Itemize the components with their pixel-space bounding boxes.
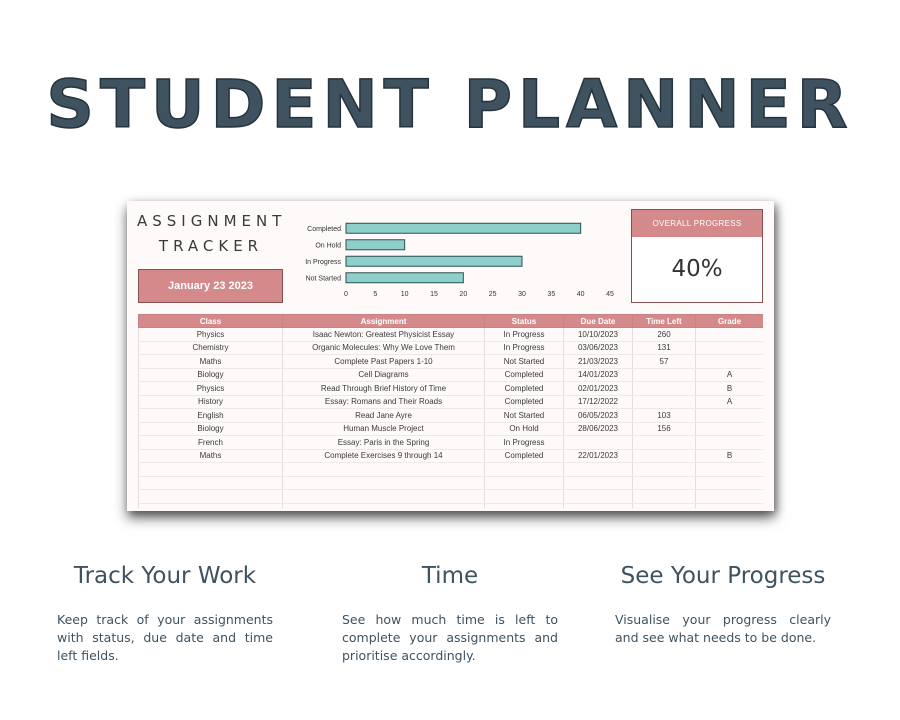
table-cell[interactable] bbox=[633, 382, 696, 396]
table-cell[interactable]: History bbox=[139, 395, 283, 409]
feature-track-your-work bbox=[57, 563, 273, 665]
table-cell[interactable]: 10/10/2023 bbox=[564, 328, 633, 342]
assignments-table-container bbox=[138, 314, 763, 508]
table-cell[interactable]: Not Started bbox=[485, 355, 564, 369]
table-cell[interactable]: Organic Molecules: Why We Love Them bbox=[283, 341, 485, 355]
table-cell[interactable]: Biology bbox=[139, 422, 283, 436]
x-tick-label: 10 bbox=[400, 291, 409, 298]
x-tick-label: 0 bbox=[344, 291, 348, 298]
table-cell[interactable]: B bbox=[696, 382, 764, 396]
table-cell[interactable]: Essay: Romans and Their Roads bbox=[283, 395, 485, 409]
table-cell[interactable]: Completed bbox=[485, 382, 564, 396]
table-cell[interactable] bbox=[633, 395, 696, 409]
table-cell[interactable]: 03/06/2023 bbox=[564, 341, 633, 355]
table-row[interactable] bbox=[139, 436, 764, 450]
table-cell[interactable]: A bbox=[696, 368, 764, 382]
table-cell[interactable]: In Progress bbox=[485, 328, 564, 342]
overall-progress-panel bbox=[631, 209, 763, 303]
feature-heading: See Your Progress bbox=[620, 563, 826, 589]
tracker-title bbox=[137, 209, 285, 259]
table-cell[interactable] bbox=[485, 476, 564, 490]
table-row[interactable] bbox=[139, 409, 764, 423]
table-cell[interactable]: 17/12/2022 bbox=[564, 395, 633, 409]
table-cell[interactable] bbox=[139, 503, 283, 508]
bar bbox=[346, 240, 405, 250]
table-cell[interactable] bbox=[564, 476, 633, 490]
table-row[interactable] bbox=[139, 382, 764, 396]
table-cell[interactable]: Isaac Newton: Greatest Physicist Essay bbox=[283, 328, 485, 342]
table-cell[interactable] bbox=[696, 436, 764, 450]
table-cell[interactable]: 28/06/2023 bbox=[564, 422, 633, 436]
feature-text: See how much time is left to complete your assignments and prioritise accordingly. bbox=[342, 612, 558, 663]
table-row[interactable] bbox=[139, 490, 764, 504]
table-cell[interactable]: 02/01/2023 bbox=[564, 382, 633, 396]
table-cell[interactable] bbox=[696, 328, 764, 342]
feature-text: Keep track of your assignments with status, due date and time left fields. bbox=[57, 612, 273, 663]
table-cell[interactable] bbox=[696, 409, 764, 423]
category-label: Not Started bbox=[305, 275, 341, 283]
table-cell[interactable]: Complete Past Papers 1-10 bbox=[283, 355, 485, 369]
table-row[interactable] bbox=[139, 341, 764, 355]
table-cell[interactable] bbox=[633, 449, 696, 463]
table-cell[interactable]: Chemistry bbox=[139, 341, 283, 355]
category-label: Completed bbox=[307, 225, 341, 233]
table-cell[interactable]: On Hold bbox=[485, 422, 564, 436]
assignments-table bbox=[138, 314, 763, 508]
column-header[interactable]: Status bbox=[485, 315, 564, 328]
table-cell[interactable] bbox=[633, 463, 696, 477]
category-label: On Hold bbox=[315, 242, 341, 250]
page-title: STUDENT PLANNER bbox=[46, 66, 854, 143]
table-cell[interactable]: Complete Exercises 9 through 14 bbox=[283, 449, 485, 463]
table-cell[interactable]: French bbox=[139, 436, 283, 450]
table-cell[interactable] bbox=[696, 341, 764, 355]
x-tick-label: 20 bbox=[459, 291, 468, 298]
column-header[interactable]: Time Left bbox=[633, 315, 696, 328]
x-tick-label: 35 bbox=[547, 291, 556, 298]
table-cell[interactable] bbox=[564, 436, 633, 450]
table-cell[interactable] bbox=[696, 422, 764, 436]
table-cell[interactable]: 21/03/2023 bbox=[564, 355, 633, 369]
table-cell[interactable] bbox=[696, 503, 764, 508]
table-cell[interactable] bbox=[283, 503, 485, 508]
tracker-title-line2: TRACKER bbox=[158, 237, 264, 255]
table-cell[interactable] bbox=[696, 463, 764, 477]
status-bar-chart bbox=[287, 216, 619, 304]
date-display[interactable]: January 23 2023 bbox=[138, 269, 283, 303]
table-cell[interactable]: Essay: Paris in the Spring bbox=[283, 436, 485, 450]
feature-text: Visualise your progress clearly and see what needs to be done. bbox=[615, 612, 831, 645]
feature-heading: Track Your Work bbox=[73, 563, 257, 589]
table-cell[interactable]: 103 bbox=[633, 409, 696, 423]
table-row[interactable] bbox=[139, 449, 764, 463]
bar bbox=[346, 273, 463, 283]
table-cell[interactable] bbox=[283, 463, 485, 477]
x-tick-label: 40 bbox=[576, 291, 585, 298]
table-cell[interactable] bbox=[485, 463, 564, 477]
table-cell[interactable]: Completed bbox=[485, 395, 564, 409]
table-cell[interactable]: Read Through Brief History of Time bbox=[283, 382, 485, 396]
bar bbox=[346, 223, 581, 233]
table-cell[interactable] bbox=[485, 490, 564, 504]
table-cell[interactable]: 22/01/2023 bbox=[564, 449, 633, 463]
table-row[interactable] bbox=[139, 476, 764, 490]
table-cell[interactable] bbox=[485, 503, 564, 508]
table-cell[interactable]: Biology bbox=[139, 368, 283, 382]
table-cell[interactable] bbox=[633, 503, 696, 508]
table-cell[interactable]: Cell Diagrams bbox=[283, 368, 485, 382]
table-cell[interactable]: 131 bbox=[633, 341, 696, 355]
table-cell[interactable]: In Progress bbox=[485, 436, 564, 450]
table-cell[interactable] bbox=[696, 355, 764, 369]
overall-progress-value: 40% bbox=[671, 256, 723, 282]
table-cell[interactable]: 156 bbox=[633, 422, 696, 436]
x-tick-label: 30 bbox=[518, 291, 526, 298]
table-cell[interactable] bbox=[633, 436, 696, 450]
table-cell[interactable]: Physics bbox=[139, 328, 283, 342]
table-cell[interactable]: Not Started bbox=[485, 409, 564, 423]
table-cell[interactable]: 57 bbox=[633, 355, 696, 369]
feature-time bbox=[342, 563, 558, 665]
table-cell[interactable] bbox=[633, 368, 696, 382]
table-cell[interactable]: Completed bbox=[485, 368, 564, 382]
table-row[interactable] bbox=[139, 368, 764, 382]
table-cell[interactable]: 06/05/2023 bbox=[564, 409, 633, 423]
category-label: In Progress bbox=[305, 258, 341, 266]
table-cell[interactable] bbox=[139, 463, 283, 477]
table-cell[interactable]: 260 bbox=[633, 328, 696, 342]
table-cell[interactable]: Physics bbox=[139, 382, 283, 396]
table-cell[interactable] bbox=[283, 476, 485, 490]
column-header[interactable]: Assignment bbox=[283, 315, 485, 328]
table-cell[interactable]: Maths bbox=[139, 355, 283, 369]
x-tick-label: 45 bbox=[606, 291, 614, 298]
table-cell[interactable] bbox=[696, 476, 764, 490]
assignment-tracker-sheet bbox=[127, 201, 774, 511]
table-cell[interactable]: Completed bbox=[485, 449, 564, 463]
table-cell[interactable]: Read Jane Ayre bbox=[283, 409, 485, 423]
table-cell[interactable] bbox=[696, 490, 764, 504]
table-row[interactable] bbox=[139, 328, 764, 342]
table-cell[interactable]: In Progress bbox=[485, 341, 564, 355]
x-tick-label: 15 bbox=[430, 291, 438, 298]
bar bbox=[346, 256, 522, 266]
table-cell[interactable] bbox=[283, 490, 485, 504]
table-cell[interactable]: Maths bbox=[139, 449, 283, 463]
table-cell[interactable] bbox=[564, 490, 633, 504]
table-row[interactable] bbox=[139, 395, 764, 409]
table-header-row bbox=[139, 315, 764, 328]
column-header[interactable]: Grade bbox=[696, 315, 764, 328]
table-cell[interactable] bbox=[139, 490, 283, 504]
table-cell[interactable]: B bbox=[696, 449, 764, 463]
table-row[interactable] bbox=[139, 355, 764, 369]
tracker-title-line1: ASSIGNMENT bbox=[137, 212, 287, 230]
table-cell[interactable] bbox=[633, 476, 696, 490]
table-cell[interactable]: English bbox=[139, 409, 283, 423]
table-cell[interactable]: Human Muscle Project bbox=[283, 422, 485, 436]
feature-heading: Time bbox=[421, 563, 479, 589]
x-tick-label: 25 bbox=[488, 291, 497, 298]
column-header[interactable]: Class bbox=[139, 315, 283, 328]
table-row[interactable] bbox=[139, 503, 764, 508]
table-cell[interactable]: 14/01/2023 bbox=[564, 368, 633, 382]
table-row[interactable] bbox=[139, 463, 764, 477]
table-cell[interactable] bbox=[564, 503, 633, 508]
overall-progress-heading: OVERALL PROGRESS bbox=[632, 210, 762, 237]
feature-see-your-progress bbox=[615, 563, 831, 647]
table-cell[interactable]: A bbox=[696, 395, 764, 409]
table-cell[interactable] bbox=[564, 463, 633, 477]
table-cell[interactable] bbox=[633, 490, 696, 504]
column-header[interactable]: Due Date bbox=[564, 315, 633, 328]
table-row[interactable] bbox=[139, 422, 764, 436]
x-tick-label: 5 bbox=[373, 291, 378, 298]
table-cell[interactable] bbox=[139, 476, 283, 490]
